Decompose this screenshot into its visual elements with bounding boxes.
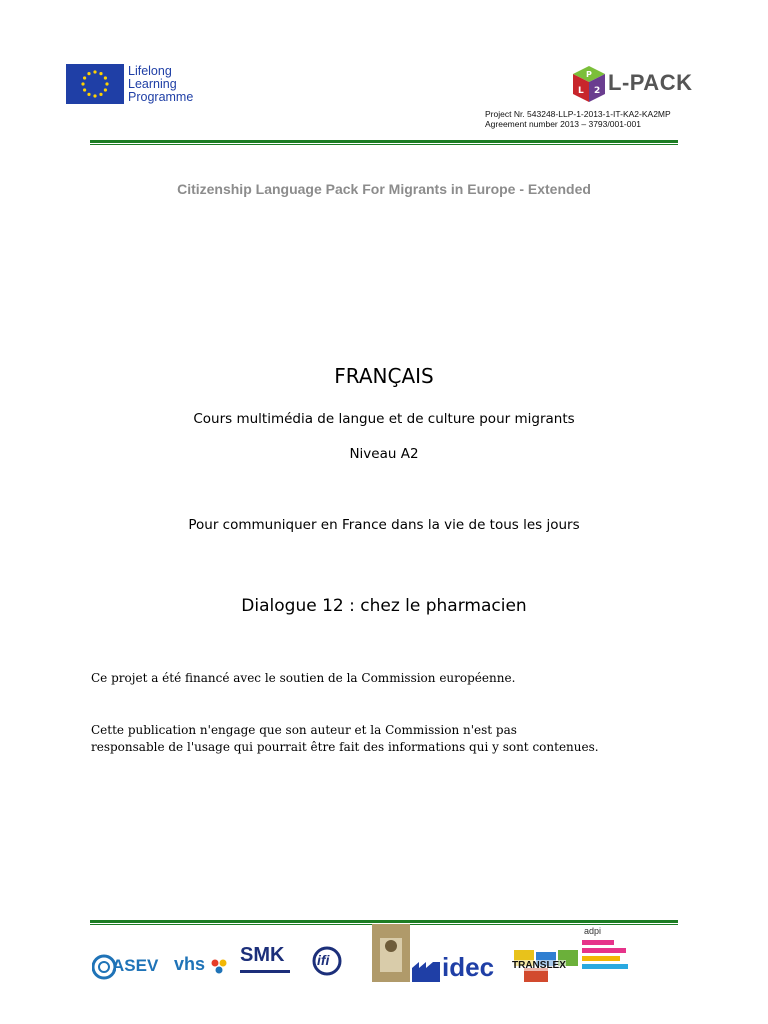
cube-letter-p: P — [586, 70, 592, 79]
idec-logo — [412, 950, 508, 984]
idec-text: idec — [442, 952, 495, 982]
eu-logo-text — [128, 65, 193, 104]
course-description: Cours multimédia de langue et de culture pour migrants — [193, 411, 575, 427]
university-emblem-image — [372, 924, 410, 982]
smk-text: SMK — [240, 944, 285, 966]
adpi-logo — [582, 926, 642, 986]
eu-lifelong-learning-logo — [66, 64, 206, 104]
agreement-number: Agreement number 2013 – 3793/001-001 — [485, 119, 641, 129]
ifi-text: ifi — [317, 952, 330, 968]
partner-logos — [88, 926, 688, 990]
asev-text: ASEV — [112, 956, 159, 975]
course-purpose: Pour communiquer en France dans la vie de tous les jours — [188, 517, 580, 533]
smk-logo — [238, 944, 294, 984]
eu-logo-line: Lifelong — [128, 64, 172, 78]
disclaimer-line: Cette publication n'engage que son auteur et la Commission n'est pas — [91, 723, 517, 737]
vhs-dots-icon — [210, 958, 230, 974]
adpi-text: adpi — [584, 926, 602, 936]
dialogue-title: Dialogue 12 : chez le pharmacien — [241, 596, 527, 616]
course-level: Niveau A2 — [349, 446, 419, 462]
ifi-logo — [312, 946, 374, 986]
emblem-figure-icon — [372, 924, 410, 982]
asev-logo — [92, 950, 164, 984]
header-divider — [90, 140, 678, 146]
cube-letter-l: L — [578, 86, 584, 96]
translex-logo — [512, 948, 582, 984]
funding-statement — [91, 670, 515, 687]
disclaimer — [91, 722, 599, 756]
page-title: FRANÇAIS — [334, 364, 434, 388]
lpack-logo — [570, 64, 710, 104]
lpack-cube-icon — [570, 64, 608, 104]
vhs-logo — [174, 954, 205, 975]
lpack-logo-text: L-PACK — [608, 70, 693, 95]
vhs-text: vhs — [174, 954, 206, 974]
eu-logo-line: Learning — [128, 77, 177, 91]
disclaimer-line: responsable de l'usage qui pourrait être fait des informations qui y sont contenues. — [91, 740, 599, 754]
idec-factory-icon — [412, 954, 440, 982]
document-subtitle: Citizenship Language Pack For Migrants in Europe - Extended — [177, 181, 591, 197]
funding-text: Ce projet a été financé avec le soutien de la Commission européenne. — [91, 671, 516, 685]
project-info — [485, 109, 671, 129]
eu-flag-icon — [66, 64, 124, 104]
eu-logo-line: Programme — [128, 90, 194, 104]
project-number: Project Nr. 543248-LLP-1-2013-1-IT-KA2-KA2MP — [485, 109, 671, 119]
translex-text: TRANSLEX — [512, 960, 566, 971]
cube-letter-2: 2 — [594, 86, 601, 96]
